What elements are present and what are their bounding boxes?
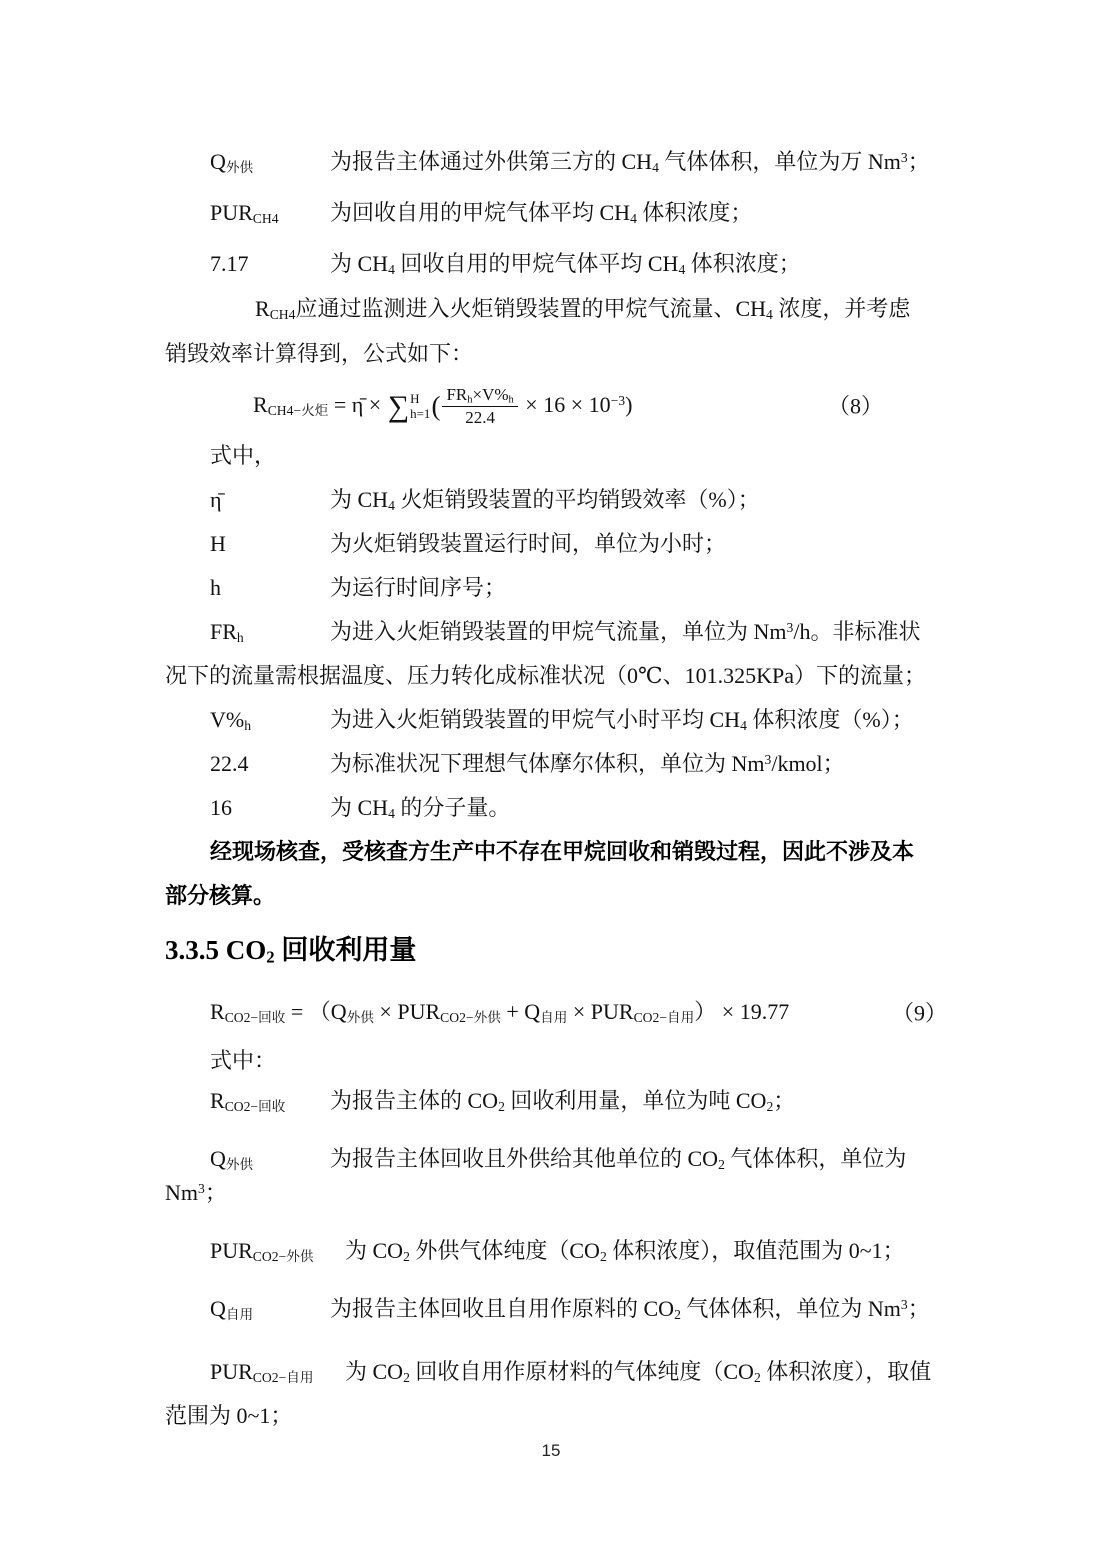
term-definition: 为 $CO_2$ 外供气体纯度（$CO_2$ 体积浓度），取值范围为 0~1； [345,1238,905,1264]
verification-note: 经现场核查，受核查方生产中不存在甲烷回收和销毁过程，因此不涉及本部分核算。 [165,839,915,908]
term-definition: 为 $CH_4$ 的分子量。 [330,795,511,821]
fraction [442,384,517,429]
term-symbol: $PUR_{CO2-外供}$ [210,1238,314,1264]
equation-tail: × $16 \times 10^{-3}$) [519,392,633,417]
definition-row-22-4 [165,742,932,786]
term-definition: 为进入火炬销毁装置的甲烷气小时平均 $CH_4$ 体积浓度（%）； [330,707,914,733]
term-definition: 为运行时间序号； [330,575,507,600]
definition-row-rco2-huishou [165,1084,932,1118]
page-content [165,145,947,1438]
equation-9 [165,986,947,1038]
term-definition: 为 $CO_2$ 回收自用作原材料的气体纯度（$CO_2$ 体积浓度），取值范围为 0~1； [165,1359,932,1428]
definition-row-H [165,522,932,566]
term-definition: 为火炬销毁装置运行时间，单位为小时； [330,531,727,556]
summation-limits [410,392,430,422]
definition-row-Vh [165,698,932,742]
definition-row-pur-co2-ziyong [165,1350,932,1438]
formula9-definitions [165,1084,932,1438]
term-symbol: $Q_{自用}$ [210,1296,254,1322]
equation-8 [165,376,932,434]
where-label: 式中： [210,1048,277,1073]
definition-row-pur-ch4 [165,196,932,230]
term-symbol: $Q_{外供}$ [210,149,254,175]
definition-row-7-17 [165,247,932,281]
open-paren: ( [431,391,441,421]
term-definition: 为标准状况下理想气体摩尔体积，单位为 Nm$^3$/kmol； [330,751,845,776]
summation-symbol [388,390,431,424]
term-definition: 为进入火炬销毁装置的甲烷气流量，单位为 Nm$^3$/h。非标准状况下的流量需根据温度、压力转化成标准状况（0℃、101.325KPa）下的流量； [165,619,927,688]
definition-row-q-waigong [165,145,932,179]
term-definition: 为报告主体回收且外供给其他单位的 $CO_2$ 气体体积，单位为 Nm$^3$； [165,1146,907,1205]
definition-row-q-ziyong [165,1292,932,1326]
definition-row-16 [165,786,932,830]
term-definition: 为回收自用的甲烷气体平均 $CH_4$ 体积浓度； [330,200,753,226]
term-definition: 为报告主体回收且自用作原料的 $CO_2$ 气体体积，单位为 Nm$^3$； [330,1296,930,1322]
formula8-definitions [165,478,932,830]
definition-row-eta [165,478,932,522]
section-heading: 3.3.5 $CO_2$ 回收利用量 [165,935,417,967]
page-number: 15 [541,1441,561,1460]
term-symbol: 22.4 [210,751,249,776]
equation-lhs: $R_{CH4-火炬}$ = η̄ × [253,392,387,418]
definition-row-q-waigong-co2 [165,1142,932,1210]
term-definition: 为 $CH_4$ 火炬销毁装置的平均销毁效率（%）； [330,487,760,513]
term-symbol: h [210,575,221,600]
equation-number-9: （9） [891,1000,947,1026]
paragraph-rch4-intro: $R_{CH4}$应通过监测进入火炬销毁装置的甲烷气流量、$CH_4$ 浓度，并考虑销毁效率计算得到，公式如下： [165,296,911,366]
equation-number-8: （8） [827,393,883,419]
term-symbol: H [210,531,226,556]
fraction-denominator: 22.4 [465,408,495,428]
term-symbol: $V\%_h$ [210,707,252,733]
definition-row-h [165,566,932,610]
term-symbol: η̄ [210,487,222,512]
term-symbol: 7.17 [210,251,249,276]
term-symbol: $Q_{外供}$ [210,1146,254,1172]
term-symbol: $PUR_{CH4}$ [210,200,279,226]
term-symbol: $FR_h$ [210,619,244,645]
summation-lower: h=1 [410,405,431,421]
term-definition: 为 $CH_4$ 回收自用的甲烷气体平均 $CH_4$ 体积浓度； [330,251,801,277]
where-label: 式中， [210,443,277,468]
sigma-icon: ∑ [387,389,410,423]
summation-upper: H [410,391,420,407]
definition-row-pur-co2-waigong [165,1234,932,1268]
fraction-numerator: $FR_h\times V\%_h$ [442,384,517,407]
term-symbol: 16 [210,795,232,820]
term-definition: 为报告主体通过外供第三方的 $CH_4$ 气体体积，单位为万 Nm$^3$； [330,149,930,175]
definition-row-FRh [165,610,932,698]
term-definition: 为报告主体的 $CO_2$ 回收利用量，单位为吨 $CO_2$； [330,1088,796,1114]
equation-body: $R_{CO2-回收} = (Q_{外供} \times PUR_{CO2-外供} + Q_{自用} \times PUR_{CO2-自用}) \times 19.77$ [210,999,790,1025]
term-symbol: $R_{CO2-回收}$ [210,1088,286,1114]
term-symbol: $PUR_{CO2-自用}$ [210,1359,314,1385]
